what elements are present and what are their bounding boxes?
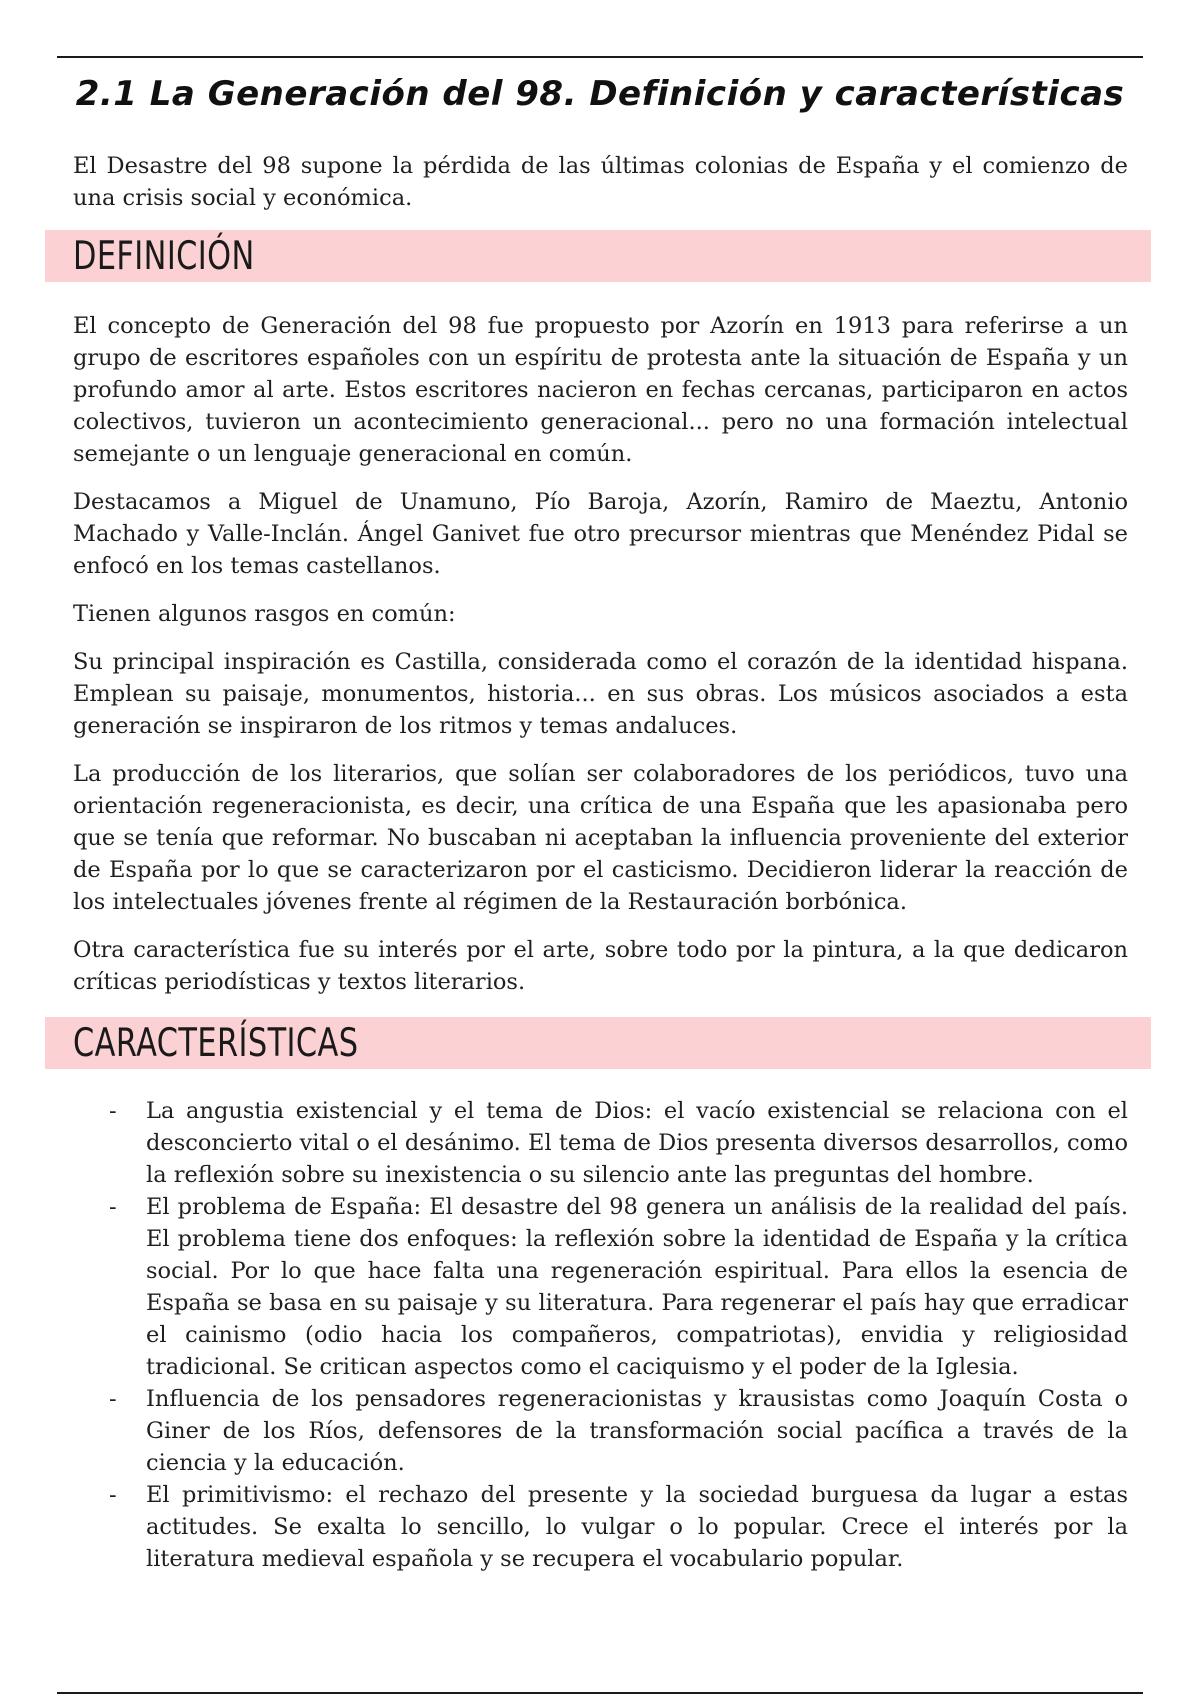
paragraph: Su principal inspiración es Castilla, considerada como el corazón de la identidad hispana. Emplean su paisaje, monumentos, historia... en sus obras. Los músicos asociados a esta generación se inspiraron de los ritmos y temas andaluces. (73, 649, 1128, 739)
page-title: 2.1 La Generación del 98. Definición y características (75, 74, 1125, 114)
paragraph: Destacamos a Miguel de Unamuno, Pío Baroja, Azorín, Ramiro de Maeztu, Antonio Machado y Valle-Inclán. Ángel Ganivet fue otro precursor mientras que Menéndez Pidal se enfocó en los temas castellanos. (73, 489, 1128, 579)
list-item-text: Influencia de los pensadores regeneracionistas y krausistas como Joaquín Costa o Giner de los Ríos, defensores de la transformación social pacífica a través de la ciencia y la educación. (146, 1386, 1128, 1476)
section-header-definicion (45, 230, 1151, 282)
section-heading-definicion: DEFINICIÓN (73, 234, 255, 279)
caracteristicas-body (73, 1095, 1128, 1575)
caracteristicas-list (73, 1095, 1128, 1575)
list-item (73, 1383, 1128, 1479)
bullet-dash: - (109, 1098, 117, 1124)
top-rule (57, 56, 1143, 58)
paragraph: La producción de los literarios, que solían ser colaboradores de los periódicos, tuvo una orientación regeneracionista, es decir, una crítica de una España que les apasionaba pero que se tenía que reformar. No buscaban ni aceptaban la influencia proveniente del exterior de España por lo que se caracterizaron por el casticismo. Decidieron liderar la reacción de los intelectuales jóvenes frente al régimen de la Restauración borbónica. (73, 761, 1128, 915)
section-heading-caracteristicas: CARACTERÍSTICAS (73, 1021, 359, 1066)
bullet-dash: - (109, 1386, 117, 1412)
paragraph: Otra característica fue su interés por el arte, sobre todo por la pintura, a la que dedicaron críticas periodísticas y textos literarios. (73, 937, 1128, 995)
list-item-text: El primitivismo: el rechazo del presente y la sociedad burguesa da lugar a estas actitudes. Se exalta lo sencillo, lo vulgar o lo popular. Crece el interés por la literatura medieval española y se recupera el vocabulario popular. (146, 1482, 1128, 1572)
paragraph: El concepto de Generación del 98 fue propuesto por Azorín en 1913 para referirse a un grupo de escritores españoles con un espíritu de protesta ante la situación de España y un profundo amor al arte. Estos escritores nacieron en fechas cercanas, participaron en actos colectivos, tuvieron un acontecimiento generacional... pero no una formación intelectual semejante o un lenguaje generacional en común. (73, 313, 1128, 467)
paragraph: Tienen algunos rasgos en común: (73, 601, 456, 627)
list-item (73, 1479, 1128, 1575)
list-item (73, 1191, 1128, 1383)
intro-block (73, 150, 1128, 214)
list-item (73, 1095, 1128, 1191)
definicion-body (73, 310, 1128, 998)
bullet-dash: - (109, 1482, 117, 1508)
bullet-dash: - (109, 1194, 117, 1220)
bottom-rule (57, 1692, 1143, 1694)
section-header-caracteristicas (45, 1017, 1151, 1069)
list-item-text: El problema de España: El desastre del 98 genera un análisis de la realidad del país. El problema tiene dos enfoques: la reflexión sobre la identidad de España y la crítica social. Por lo que hace falta una regeneración espiritual. Para ellos la esencia de España se basa en su paisaje y su literatura. Para regenerar el país hay que erradicar el cainismo (odio hacia los compañeros, compatriotas), envidia y religiosidad tradicional. Se critican aspectos como el caciquismo y el poder de la Iglesia. (146, 1194, 1128, 1380)
list-item-text: La angustia existencial y el tema de Dios: el vacío existencial se relaciona con el desconcierto vital o el desánimo. El tema de Dios presenta diversos desarrollos, como la reflexión sobre su inexistencia o su silencio ante las preguntas del hombre. (146, 1098, 1128, 1188)
intro-paragraph: El Desastre del 98 supone la pérdida de las últimas colonias de España y el comienzo de una crisis social y económica. (73, 153, 1128, 211)
